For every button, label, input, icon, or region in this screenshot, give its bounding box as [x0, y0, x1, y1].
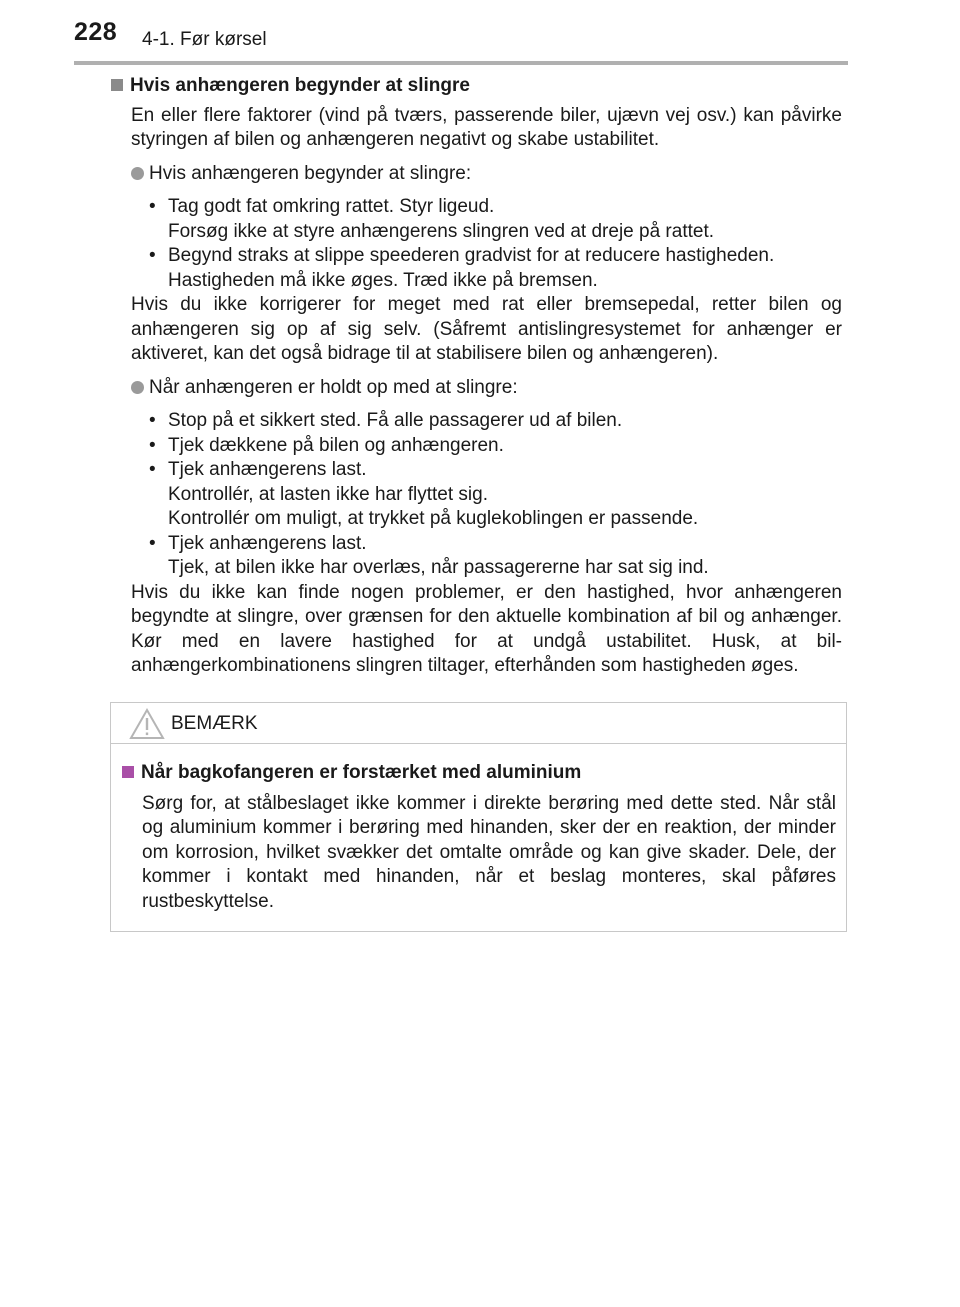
list-item [149, 409, 842, 434]
notice-heading [122, 761, 836, 786]
section-heading-text: Hvis anhængeren begynder at slingre [130, 75, 470, 96]
list-item [149, 195, 842, 244]
list-item-line: Kontrollér, at lasten ikke har flyttet sig. [168, 483, 488, 505]
bullet-list [111, 409, 842, 581]
notice-title: BEMÆRK [171, 713, 258, 734]
list-item [149, 532, 842, 581]
warning-triangle-icon [129, 708, 165, 740]
item-sway-start [131, 162, 842, 187]
item-after-text: Hvis du ikke korrigerer for meget med rat eller bremsepedal, retter bilen og anhængeren sig op af sig selv. (Såfremt antislingresystemet for anhænger er aktiveret, kan det også bidrage til at stabilisere bilen og anhængeren). [131, 294, 842, 364]
chapter-title: 4-1. Før kørsel [142, 29, 267, 50]
list-item [149, 434, 842, 459]
main-content [111, 74, 842, 679]
square-bullet-icon [122, 766, 134, 778]
list-item-line: • Tjek dækkene på bilen og anhængeren. [168, 434, 504, 456]
notice-text: Sørg for, at stålbeslaget ikke kommer i direkte berøring med dette sted. Når stål og aluminium kommer i berøring med hinanden, sker der en reaktion, der minder om korrosion, hvilket svækker det omtalte område og kan give skader. Dele, der kommer i kontakt med hinanden, når et beslag monteres, skal påføres rustbeskyttelse. [142, 792, 836, 912]
item-label: Når anhængeren er holdt op med at slingre: [149, 376, 518, 398]
item-after-text: Hvis du ikke kan finde nogen problemer, er den hastighed, hvor anhængeren begyndte at slingre, over grænsen for den aktuelle kombination af bil og anhænger. Kør med en lavere hastighed for at undgå ustabilitet. Husk, at bil-anhængerkombinationens slingren tiltager, efterhånden som hastigheden øges. [131, 581, 842, 676]
circle-bullet-icon [131, 381, 144, 394]
notice-box [110, 702, 847, 932]
section-intro: En eller flere faktorer (vind på tværs, passerende biler, ujævn vej osv.) kan påvirke styringen af bilen og anhængeren negativt og skabe ustabilitet. [131, 104, 842, 150]
list-item [149, 458, 842, 532]
notice-heading-text: Når bagkofangeren er forstærket med aluminium [141, 762, 582, 783]
item-label: Hvis anhængeren begynder at slingre: [149, 162, 472, 184]
item-sway-stopped [131, 376, 842, 401]
list-item-line: • Stop på et sikkert sted. Få alle passagerer ud af bilen. [168, 410, 623, 431]
bullet-list [111, 195, 842, 293]
square-bullet-icon [111, 79, 123, 91]
list-item-line: • Tag godt fat omkring rattet. Styr ligeud. [168, 196, 495, 217]
list-item-line: Forsøg ikke at styre anhængerens slingren ved at dreje på rattet. [168, 220, 714, 242]
header-rule [74, 61, 848, 65]
page-number: 228 [74, 18, 118, 46]
list-item-line: • Tjek anhængerens last. [168, 532, 367, 554]
notice-header [111, 703, 846, 744]
circle-bullet-icon [131, 167, 144, 180]
list-item-line: Kontrollér om muligt, at trykket på kuglekoblingen er passende. [168, 508, 699, 529]
notice-body [122, 761, 836, 914]
list-item-line: Hastigheden må ikke øges. Træd ikke på bremsen. [168, 269, 598, 291]
list-item-line: Tjek, at bilen ikke har overlæs, når passagererne har sat sig ind. [168, 557, 709, 578]
list-item-line: • Tjek anhængerens last. [168, 459, 367, 480]
list-item [149, 244, 842, 293]
list-item-line: • Begynd straks at slippe speederen gradvist for at reducere hastigheden. [168, 245, 775, 266]
section-heading [111, 74, 842, 99]
